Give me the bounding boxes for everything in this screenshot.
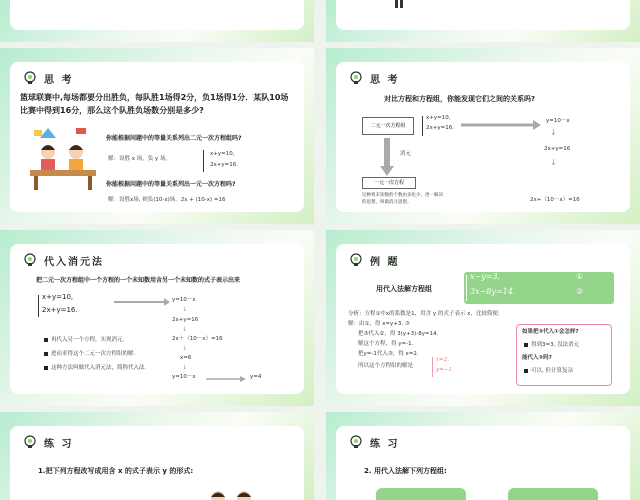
slide-title: 思 考 — [44, 74, 74, 86]
bullet-icon — [524, 369, 528, 373]
slide-header — [348, 252, 399, 268]
step-4: x=6 — [180, 355, 192, 361]
system-eq-b: 2x+y=16. — [426, 125, 454, 131]
brace-icon — [432, 357, 433, 377]
analysis: 分析：方程①中x的系数是1，用含 y 的式子表示 x，比较简便. — [348, 311, 500, 317]
lightbulb-icon — [348, 434, 364, 450]
slide-title: 思 考 — [370, 74, 400, 86]
answer-y: y=−1. — [436, 367, 454, 373]
slide-card — [10, 426, 304, 500]
system-eq-a: x+y=10, — [426, 115, 451, 121]
solution-line-2: 把③代入②，得 3(y+3)-8y=14. — [358, 331, 439, 337]
bullet-icon — [44, 366, 48, 370]
right-eq-bottom: 2x+（10－x）=16 — [530, 197, 580, 203]
slide-header — [348, 70, 399, 86]
slide-card — [336, 0, 630, 30]
down-arrow-small: ↓ — [182, 345, 188, 352]
bullet-1 — [44, 336, 124, 345]
right-eq-top: y=10－x — [546, 118, 570, 124]
lightbulb-icon — [22, 252, 38, 268]
slide-title: 例 题 — [370, 256, 400, 268]
slide-card — [10, 62, 304, 212]
exercise-panel-1 — [376, 488, 466, 500]
note-line-2: 的思想，叫做消元思想。 — [362, 200, 412, 205]
slide-thumbnail-5[interactable] — [0, 230, 314, 406]
slide-header — [348, 434, 399, 450]
down-arrow-small: ↓ — [550, 128, 557, 137]
student-figure-icon — [392, 0, 406, 10]
eq-number-1: ① — [576, 272, 584, 281]
slide-title: 练 习 — [44, 438, 74, 450]
exercise-panel-2 — [508, 488, 598, 500]
slide-header — [22, 70, 73, 86]
step-6: y=4 — [250, 374, 262, 380]
solution-single: 解：设胜x场, 则负(10-x)场．2x + (10-x) =16 — [108, 197, 226, 203]
brace-icon — [38, 295, 39, 317]
brace-icon — [422, 116, 423, 136]
eliminate-label: 消元 — [400, 151, 412, 157]
step-2: 2x+y=16 — [172, 317, 199, 323]
problem-line-1: 篮球联赛中,每场都要分出胜负，每队胜1场得2分，负1场得1分．某队10场 — [20, 93, 289, 102]
system-box: 二元一次方程组 — [362, 117, 414, 135]
solution-line-4: 把y=-1代入③，得 x=2. — [358, 351, 419, 357]
bullet-2-text: 进而求得这个二元一次方程组的解. — [51, 351, 136, 357]
bullet-1-text: 再代入另一个方程，实现消元. — [51, 337, 125, 343]
brace-icon — [203, 150, 205, 172]
answer-x: x=2, — [436, 357, 449, 363]
example-eq-2: 3x−8y=14. — [470, 287, 516, 296]
slide-thumbnail-8[interactable] — [326, 412, 640, 500]
compare-question: 对比方程和方程组，你能发现它们之间的关系吗? — [384, 95, 536, 103]
step-1: y=10－x — [172, 297, 196, 303]
down-arrow-small: ↓ — [182, 326, 188, 333]
bullet-3-text: 这种方法叫做代入消元法，简称代入法. — [51, 365, 147, 371]
solution-line-1: 解：由①，得 x=y+3. ③ — [348, 321, 410, 327]
slide-card — [336, 426, 630, 500]
solution-line-5: 所以这个方程组的解是 — [358, 363, 414, 369]
question-single: 你能根据问题中的等量关系列出一元一次方程吗? — [106, 181, 236, 188]
slide-thumbnail-4[interactable] — [326, 48, 640, 224]
arrow-down-icon — [380, 138, 394, 176]
slide-thumbnail-6[interactable] — [326, 230, 640, 406]
slide-thumbnail-2[interactable] — [326, 0, 640, 42]
slide-thumbnail-7[interactable] — [0, 412, 314, 500]
bullet-2 — [44, 350, 135, 359]
slide-card — [10, 0, 304, 30]
down-arrow-small: ↓ — [550, 158, 557, 167]
slide-card — [10, 244, 304, 394]
lightbulb-icon — [348, 252, 364, 268]
hint-answer-1-text: 得到3=3, 没法消元 — [531, 342, 580, 348]
arrow-right-icon — [114, 298, 170, 306]
bullet-icon — [44, 352, 48, 356]
down-arrow-small: ↓ — [182, 306, 188, 313]
example-eq-1: x−y=3, — [470, 272, 501, 281]
arrow-right-icon — [206, 376, 246, 382]
arrow-right-icon — [461, 120, 541, 130]
solution-line-3: 解这个方程，得 y=-1. — [358, 341, 414, 347]
slide-thumbnail-1[interactable] — [0, 0, 314, 42]
lightbulb-icon — [22, 70, 38, 86]
slide-title: 代入消元法 — [44, 256, 104, 268]
step-3: 2x＋（10－x）=16 — [172, 336, 223, 342]
equation-box: 一元一次方程 — [362, 177, 416, 189]
lightbulb-icon — [22, 434, 38, 450]
slide-thumbnail-3[interactable] — [0, 48, 314, 224]
bullet-3 — [44, 364, 146, 373]
hint-answer-2 — [524, 367, 573, 376]
hint-question-1: 如果把③代入①会怎样? — [522, 329, 579, 335]
slide-card — [336, 244, 630, 394]
lightbulb-icon — [348, 70, 364, 86]
step-5: y=10－x — [172, 374, 196, 380]
equation-1b: 2x+y=16. — [210, 162, 238, 168]
method-intro: 把二元一次方程组中一个方程的一个未知数用含另一个未知数的式子表示出来 — [36, 277, 241, 284]
example-heading: 用代入法解方程组 — [376, 285, 432, 293]
solution-system: 解：设胜 x 场，负 y 场。 — [108, 156, 172, 162]
slide-header — [22, 252, 104, 268]
slide-title: 练 习 — [370, 438, 400, 450]
problem-line-2: 比赛中得到16分，那么这个队胜负场数分别是多少? — [20, 106, 204, 115]
eq-number-2: ② — [576, 287, 584, 296]
students-illustration — [206, 488, 256, 500]
bullet-icon — [44, 338, 48, 342]
question-system: 你能根据问题中的等量关系列出二元一次方程组吗? — [106, 135, 242, 142]
system-eq-b: 2x+y=16. — [42, 306, 78, 314]
hint-question-2: 能代入②吗? — [522, 355, 552, 361]
brace-icon — [466, 275, 467, 301]
bullet-icon — [524, 343, 528, 347]
exercise-question: 1.把下列方程改写成用含 x 的式子表示 y 的形式: — [38, 467, 194, 475]
equation-1a: x+y=10, — [210, 151, 235, 157]
exercise-question: 2. 用代入法解下列方程组: — [364, 467, 447, 475]
slide-card — [336, 62, 630, 212]
hint-answer-1 — [524, 341, 579, 350]
hint-answer-2-text: 可以, 但计算复杂 — [531, 368, 573, 374]
system-eq-a: x+y=10, — [42, 293, 74, 301]
note-line-1: 这种将未知数的个数由多化少、逐一解决 — [362, 193, 443, 198]
slide-header — [22, 434, 73, 450]
students-illustration — [26, 124, 100, 194]
down-arrow-small: ↓ — [182, 364, 188, 371]
right-eq-mid: 2x+y=16 — [544, 146, 571, 152]
